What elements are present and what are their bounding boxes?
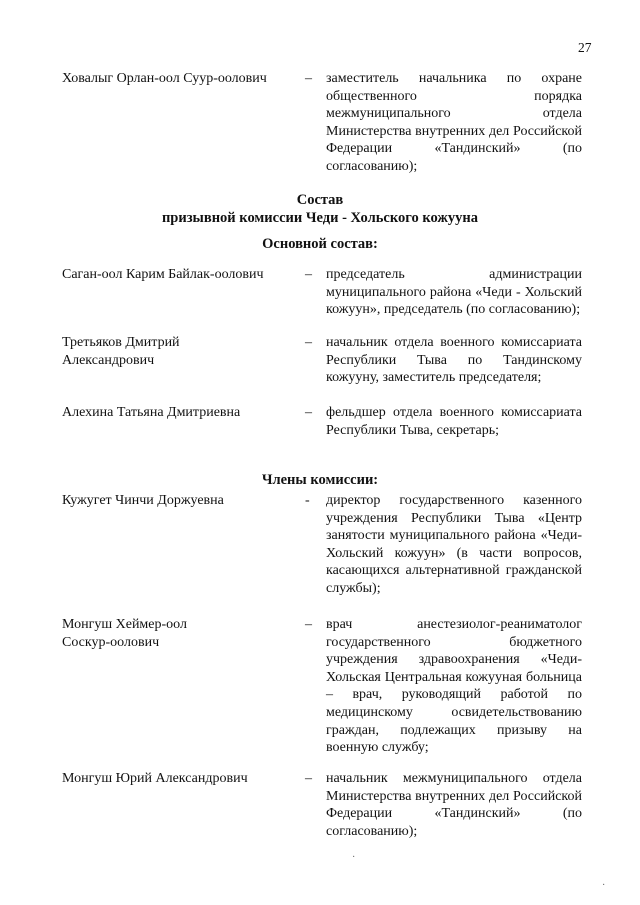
entry-dash: - — [305, 493, 310, 508]
entry-name: Кужугет Чинчи Доржуевна — [62, 493, 224, 508]
top-entry-block — [62, 70, 582, 176]
entry-dash: – — [305, 335, 312, 350]
entry-dash: – — [305, 771, 312, 786]
entry-name: Алехина Татьяна Дмитриевна — [62, 405, 241, 420]
entry-dash: – — [305, 617, 312, 632]
member-entry — [62, 616, 582, 757]
entry-description: фельдшер отдела военного комиссариата Республики Тыва, секретарь; — [326, 405, 582, 438]
section-subtitle: призывной комиссии Чеди - Хольского кожууна — [161, 210, 479, 226]
main-entry — [62, 404, 582, 439]
entry-dash: – — [305, 405, 312, 420]
entry-name: Ховалыг Орлан-оол Суур-оолович — [62, 71, 267, 86]
entry-description: начальник межмуниципального отдела Министерства внутренних дел Российской Федерации «Тандинский» (по согласованию); — [326, 771, 582, 839]
entry-dash: – — [305, 267, 312, 282]
entry-name: Третьяков Дмитрий Александрович — [62, 335, 180, 368]
entry-description: директор государственного казенного учреждения Республики Тыва «Центр занятости муниципального района «Чеди-Хольский кожуун» (в части вопросов, касающихся альтернативной гражданской службы); — [326, 493, 582, 596]
entry-name: Монгуш Хеймер-оол Соскур-оолович — [62, 617, 187, 650]
entry-name: Саган-оол Карим Байлак-оолович — [62, 267, 264, 282]
main-entry-1-block — [62, 266, 582, 319]
scan-mark-right: · — [602, 880, 606, 891]
main-composition-heading: Основной состав: — [262, 236, 378, 252]
member-entry — [62, 770, 582, 840]
top-entry — [62, 70, 582, 176]
main-entry — [62, 334, 582, 387]
member-entry-2-block — [62, 616, 582, 757]
page-number: 27 — [578, 40, 592, 55]
entry-name: Монгуш Юрий Александрович — [62, 771, 248, 786]
entry-description: заместитель начальника по охране общественного порядка межмуниципального отдела Министерства внутренних дел Российской Федерации «Тандинский» (по согласованию); — [326, 71, 582, 174]
member-entry-1-block — [62, 492, 582, 598]
main-entry-3-block — [62, 404, 582, 439]
entry-description: начальник отдела военного комиссариата Республики Тыва по Тандинскому кожууну, заместитель председателя; — [326, 335, 582, 386]
main-entry — [62, 266, 582, 319]
section-title: Состав — [296, 192, 344, 208]
member-entry-3-block — [62, 770, 582, 840]
members-heading: Члены комиссии: — [261, 472, 379, 488]
member-entry — [62, 492, 582, 598]
main-entry-2-block — [62, 334, 582, 387]
entry-description: председатель администрации муниципального района «Чеди - Хольский кожуун», председатель (по согласованию); — [326, 267, 582, 318]
entry-dash: – — [305, 71, 312, 86]
scan-mark-left: · — [352, 852, 356, 863]
entry-description: врач анестезиолог-реаниматолог государственного бюджетного учреждения здравоохранения «Чеди-Хольская Центральная кожууная больница – врач, руководящий работой по медицинскому освидетельствованию граждан, подлежащих призыву на военную службу; — [326, 617, 582, 756]
